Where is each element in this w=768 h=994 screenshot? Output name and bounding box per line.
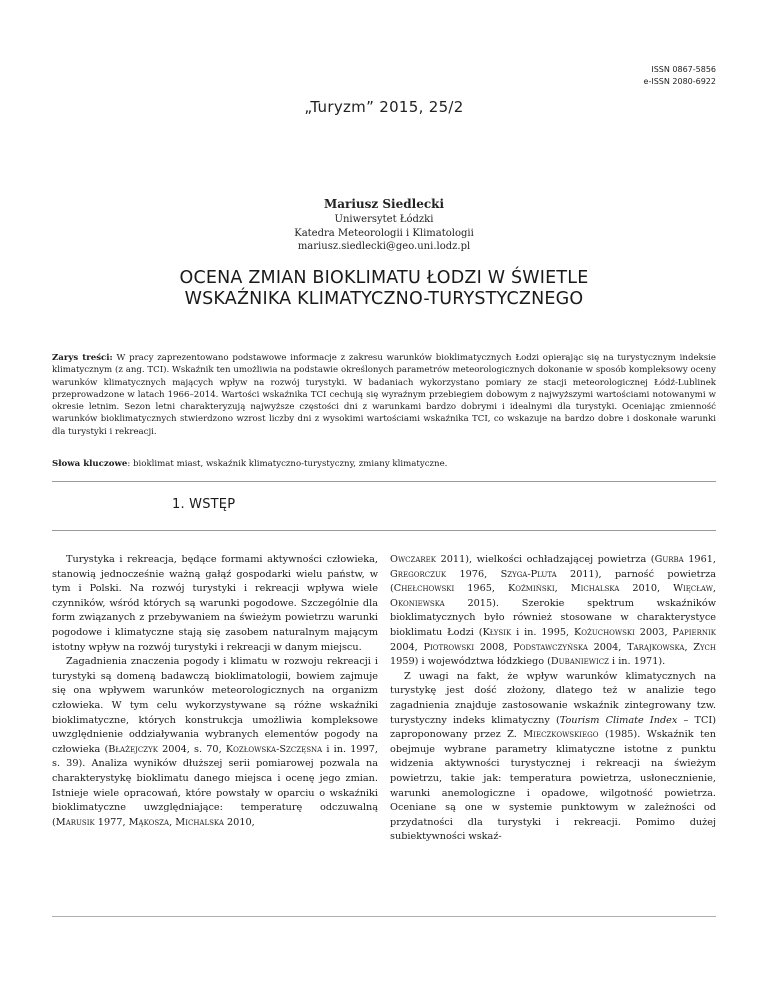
citation: Kozłowska-Szczęsna (225, 743, 323, 755)
issn: ISSN 0867-5856 (651, 65, 716, 74)
paragraph-3: Owczarek 2011), wielkości ochładzającej powietrza (Gurba 1961, Gregorczuk 1976, Szyga-Pluta 2011), parność powietrza (Chełchowski 1965, Koźmiński, Michalska 2010, Więcław, Okoniewska 2015). Szerokie spektrum wskaźników bioklimatycznych było również stosowane w charakterystyce bioklimatu Łodzi (Kłysik i in. 1995, Kożuchowski 2003, Papiernik 2004, Piotrowski 2008, Podstawczyńska 2004, Tarajkowska, Zych 1959) i województwa łódzkiego (Dubaniewicz i in. 1971). (390, 554, 716, 668)
eissn: e-ISSN 2080-6922 (643, 77, 716, 86)
affiliation-university: Uniwersytet Łódzki (334, 214, 434, 225)
article-title (0, 268, 768, 310)
divider-top (52, 481, 716, 482)
citation: Michalska (570, 583, 620, 595)
abstract (52, 352, 716, 438)
citation: Dubaniewicz (550, 656, 609, 668)
index-name: Tourism Climate Index (559, 714, 678, 726)
citation: Papiernik (672, 626, 716, 638)
divider-bottom (52, 530, 716, 531)
abstract-text: W pracy zaprezentowano podstawowe informacje z zakresu warunków bioklimatycznych Łodzi opierając się na turystycznym indeksie klimatycznym (z ang. TCI). Wskaźnik ten umożliwia na podstawie określonych parametrów meteorologicznych dokonanie w sposób kompleksowy oceny warunków klimatycznych mających wpływ na rozwój turystyki. W badaniach wykorzystano pomiary ze stacji meteorologicznej Łódź-Lublinek przeprowadzone w latach 1966–2014. Wartości wskaźnika TCI cechują się wyraźnym przebiegiem dobowym z najwyższymi wartościami notowanymi w okresie letnim. Sezon letni charakteryzują najwyższe częstości dni z warunkami bardzo dobrymi i idealnymi dla turystyki. Oceniając zmienność warunków bioklimatycznych stwierdzono wzrost liczby dni z wysokimi wartościami wskaźnika TCI, co wskazuje na bardzo dobre i doskonałe warunki dla turystyki i rekreacji. (52, 353, 716, 437)
citation: Gregorczuk (390, 568, 447, 580)
citation: Piotrowski (423, 641, 475, 653)
citation: Więcław (673, 583, 713, 595)
citation: Podstawczyńska (513, 641, 588, 653)
paragraph-4: Z uwagi na fakt, że wpływ warunków klimatycznych na turystykę jest dość złożony, dlatego też w analizie tego zagadnienia znajduje zastosowanie wskaźnik zintegrowany tzw. turystyczny indeks klimatyczny (Tourism Climate Index – TCI) zaproponowany przez Z. Mieczkowskiego (1985). Wskaźnik ten obejmuje wybrane parametry klimatyczne istotne z punktu widzenia aktywności turystycznej i rekreacji na świeżym powietrzu, takie jak: temperatura powietrza, usłonecznienie, warunki anemologiczne i opadowe, wilgotność powietrza. Oceniane są one w systemie punktowym w zależności od przydatności dla turystyki i rekreacji. Pomimo dużej subiektywności wskaź- (390, 670, 716, 843)
citation: Michalska (175, 816, 224, 828)
issn-block (644, 64, 716, 88)
keywords-text: : bioklimat miast, wskaźnik klimatyczno-turystyczny, zmiany klimatyczne. (127, 459, 448, 469)
title-line-2: WSKAŹNIKA KLIMATYCZNO-TURYSTYCZNEGO (184, 289, 584, 309)
body-column-left (52, 553, 378, 830)
footer-rule (52, 916, 716, 917)
citation: Marusik (55, 816, 95, 828)
paragraph-1: Turystyka i rekreacja, będące formami aktywności człowieka, stanowią jednocześnie ważną gałąź gospodarki wielu państw, w tym i Polski. Na rozwój turystyki i rekreacji wpływa wiele czynników, wśród których są warunki pogodowe. Szczególnie dla form związanych z przebywaniem na świeżym powietrzu warunki pogodowe i klimatyczne stają się zasobem naturalnym mającym istotny wpływ na rozwój turystyki i rekreacji w danym miejscu. (52, 554, 378, 653)
abstract-label: Zarys treści: (52, 353, 113, 363)
title-line-1: OCENA ZMIAN BIOKLIMATU ŁODZI W ŚWIETLE (179, 268, 589, 288)
section-heading: 1. WSTĘP (172, 497, 236, 512)
citation: Okoniewska (390, 597, 445, 609)
citation: Zych (693, 641, 716, 653)
author-name: Mariusz Siedlecki (323, 197, 445, 211)
citation: Owczarek (390, 554, 437, 565)
keywords (52, 458, 716, 470)
citation: Chełchowski (393, 583, 455, 595)
author-block (0, 196, 768, 254)
citation: Szyga-Pluta (500, 568, 557, 580)
citation: Kłysik (482, 626, 512, 638)
body-column-right (390, 553, 716, 845)
keywords-label: Słowa kluczowe (52, 459, 128, 469)
citation: Mąkosza (128, 816, 170, 828)
citation: Błażejczyk (108, 743, 158, 755)
paragraph-2: Zagadnienia znaczenia pogody i klimatu w rozwoju rekreacji i turystyki są domeną badawczą bioklimatologii, bowiem zajmuje się ona wpływem warunków meteorologicznych na organizm człowieka. W tym celu wykorzystywane są różne wskaźniki bioklimatyczne, których konstrukcja umożliwia kompleksowe uwzględnienie oddziaływania wybranych elementów pogody na człowieka (Błażejczyk 2004, s. 70, Kozłowska-Szczęsna i in. 1997, s. 39). Analiza wyników dłuższej serii pomiarowej pozwala na charakterystykę bioklimatu danego miejsca i ocenę jego zmian. Istnieje wiele opracowań, które powstały w oparciu o wskaźniki bioklimatyczne uwzględniające: temperaturę odczuwalną (Marusik 1977, Mąkosza, Michalska 2010, (52, 656, 378, 828)
citation: Mieczkowskiego (523, 729, 599, 741)
affiliation-department: Katedra Meteorologii i Klimatologii (294, 227, 474, 239)
author-email: mariusz.siedlecki@geo.uni.lodz.pl (297, 241, 471, 252)
citation: Kożuchowski (573, 626, 635, 638)
journal-title: „Turyzm” 2015, 25/2 (304, 98, 464, 116)
citation: Gurba (654, 554, 684, 565)
citation: Koźmiński (507, 583, 555, 595)
citation: Tarajkowska (627, 641, 685, 653)
